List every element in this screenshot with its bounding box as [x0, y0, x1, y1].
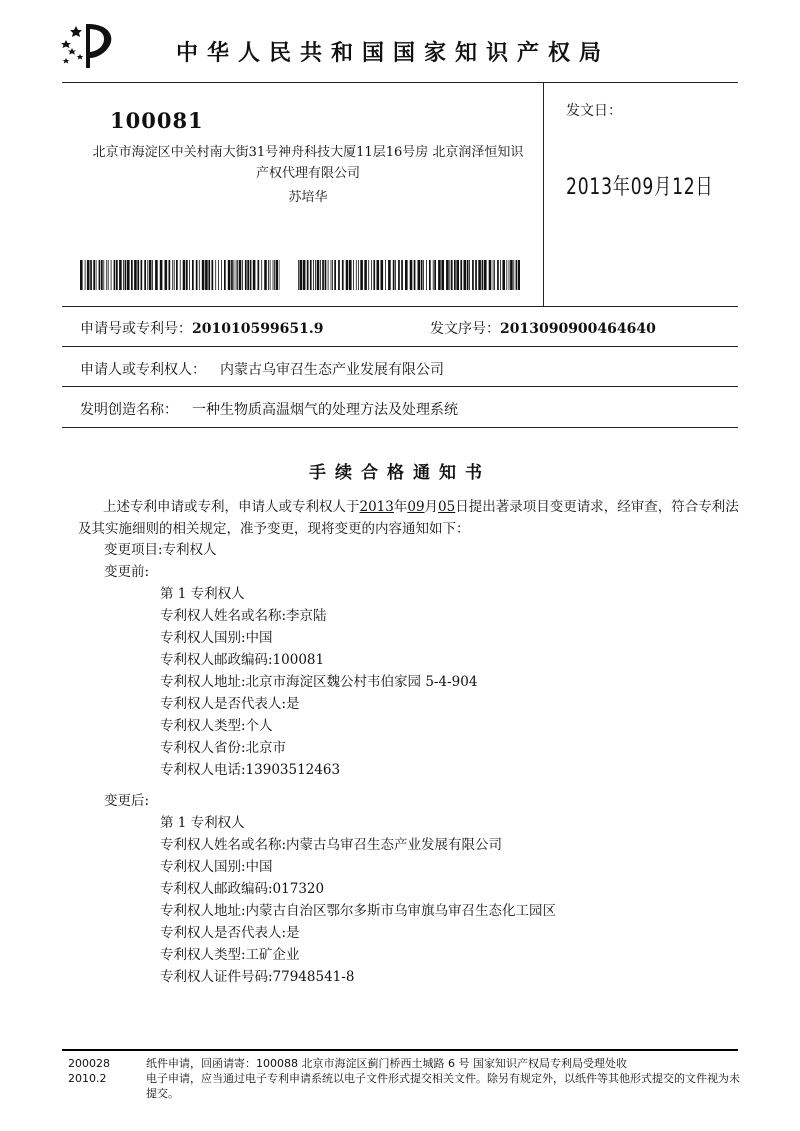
field-divider-3: [62, 427, 738, 428]
recipient-divider: [62, 306, 738, 307]
list-item: 专利权人姓名或名称:内蒙古乌审召生态产业发展有限公司: [160, 837, 503, 853]
month-suffix: 月: [424, 499, 439, 515]
invention-label: 发明创造名称：: [80, 402, 178, 418]
list-item: 专利权人电话:13903512463: [160, 762, 341, 778]
applicant-label: 申请人或专利权人：: [80, 362, 206, 378]
list-item: 第 1 专利权人: [160, 586, 245, 602]
list-item: 专利权人邮政编码:100081: [160, 652, 325, 668]
notice-title: 手续合格通知书: [309, 463, 491, 483]
send-date-label: 发文日：: [566, 103, 622, 119]
applicant-row: [80, 359, 444, 379]
intro-text-b: 日提出著录项目变更请求，经审查，符合专利法及其实施细则的相关规定，准予变更，现将变更的内容通知如下：: [78, 499, 739, 537]
list-item: 专利权人类型:个人: [160, 718, 273, 734]
request-day: 05: [438, 499, 456, 515]
invention-value: 一种生物质高温烟气的处理方法及处理系统: [192, 402, 458, 418]
document-number-label: 发文序号：: [430, 321, 500, 337]
recipient-agent: 苏培华: [288, 190, 328, 205]
list-item: 专利权人是否代表人:是: [160, 925, 300, 941]
list-item: 专利权人姓名或名称:李京陆: [160, 608, 327, 624]
field-divider-2: [62, 386, 738, 387]
footer-code-1: 200028: [68, 1057, 110, 1070]
application-number-row: [80, 318, 324, 338]
change-item: 变更项目:专利权人: [104, 542, 217, 558]
year-suffix: 年: [393, 499, 408, 515]
list-item: 专利权人邮政编码:017320: [160, 881, 325, 897]
document-number-row: [430, 318, 656, 338]
list-item: 专利权人国别:中国: [160, 630, 273, 646]
application-number-value: 201010599651.9: [192, 321, 324, 337]
field-divider-1: [62, 346, 738, 347]
barcode-1: [80, 260, 280, 290]
list-item: 专利权人省份:北京市: [160, 740, 287, 756]
notice-paragraph: [78, 497, 750, 540]
footer-line-2: 电子申请，应当通过电子专利申请系统以电子文件形式提交相关文件。除另有规定外，以纸件等其他形式提交的文件视为未提交。: [146, 1072, 740, 1100]
recipient-address: 北京市海淀区中关村南大街31号神舟科技大厦11层16号房 北京润泽恒知识产权代理有限公司: [92, 145, 524, 181]
footer-code-2: 2010.2: [68, 1072, 107, 1085]
request-year: 2013: [359, 499, 394, 515]
barcode-2: [298, 260, 520, 290]
application-number-label: 申请号或专利号：: [80, 321, 192, 337]
send-date-value: 2013年09月12日: [566, 175, 714, 200]
invention-row: [80, 399, 458, 419]
list-item: 专利权人国别:中国: [160, 859, 273, 875]
header-divider: [62, 82, 738, 83]
list-item: 专利权人地址:内蒙古自治区鄂尔多斯市乌审旗乌审召生态化工园区: [160, 903, 557, 919]
after-label: 变更后:: [104, 793, 150, 809]
list-item: 专利权人类型:工矿企业: [160, 947, 300, 963]
recipient-postcode: 100081: [110, 108, 204, 133]
send-date-divider: [543, 82, 544, 306]
applicant-value: 内蒙古乌审召生态产业发展有限公司: [220, 362, 444, 378]
document-number-value: 2013090900464640: [500, 321, 656, 337]
before-label: 变更前:: [104, 564, 150, 580]
before-list: [160, 583, 477, 781]
list-item: 专利权人是否代表人:是: [160, 696, 300, 712]
footer-line-1: 纸件申请，回函请寄：100088 北京市海淀区蓟门桥西土城路 6 号 国家知识产权局专利局受理处收: [146, 1057, 627, 1070]
intro-text-a: 上述专利申请或专利，申请人或专利权人于: [103, 499, 360, 515]
footer-divider: [62, 1049, 738, 1051]
sipo-logo-icon: [58, 18, 122, 74]
list-item: 专利权人地址:北京市海淀区魏公村韦伯家园 5-4-904: [160, 674, 478, 690]
after-list: [160, 812, 556, 988]
org-title: 中华人民共和国国家知识产权局: [176, 41, 611, 66]
request-month: 09: [407, 499, 425, 515]
list-item: 专利权人证件号码:77948541-8: [160, 969, 355, 985]
list-item: 第 1 专利权人: [160, 815, 245, 831]
